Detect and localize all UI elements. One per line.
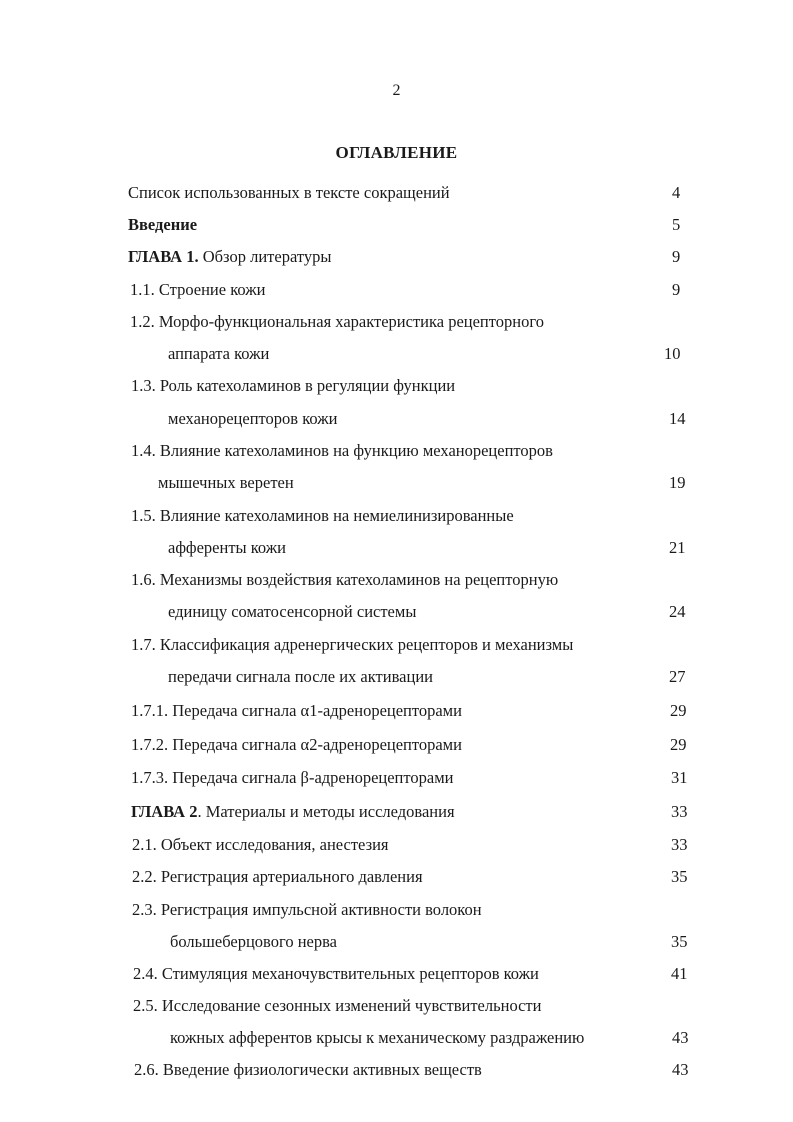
chapter-label: ГЛАВА 1.	[128, 247, 199, 266]
toc-page: 10	[664, 344, 681, 363]
toc-entry-abbreviations: Список использованных в тексте сокращений	[128, 183, 450, 202]
toc-page: 9	[672, 247, 681, 266]
toc-entry-continuation: передачи сигнала после их активации	[168, 667, 433, 686]
toc-entry: 2.3. Регистрация импульсной активности волокон	[132, 900, 482, 919]
toc-entry: 1.6. Механизмы воздействия катехоламинов на рецепторную	[131, 570, 559, 589]
toc-entry-continuation: мышечных веретен	[158, 473, 294, 492]
toc-entry: 2.4. Стимуляция механочувствительных рецепторов кожи	[133, 964, 539, 983]
toc-page: 27	[669, 667, 686, 686]
toc-page: 24	[669, 602, 686, 621]
toc-page: 4	[672, 183, 681, 202]
toc-entry: 2.6. Введение физиологически активных веществ	[134, 1060, 482, 1079]
chapter-label: ГЛАВА 2	[131, 802, 198, 821]
toc-entry-continuation: механорецепторов кожи	[168, 409, 338, 428]
toc-entry-continuation: аппарата кожи	[168, 344, 270, 363]
toc-entry: 1.7.3. Передача сигнала β-адренорецепторами	[131, 768, 454, 787]
toc-entry: 2.5. Исследование сезонных изменений чувствительности	[133, 996, 542, 1015]
toc-page: 35	[671, 867, 688, 886]
toc-page: 43	[672, 1028, 689, 1047]
toc-page: 29	[670, 701, 687, 720]
toc-page: 33	[671, 835, 688, 854]
toc-entry-continuation: афференты кожи	[168, 538, 287, 557]
toc-entry: 1.7.2. Передача сигнала α2-адренорецепторами	[131, 735, 462, 754]
toc-entry: 1.2. Морфо-функциональная характеристика рецепторного	[130, 312, 544, 331]
toc-entry-introduction: Введение	[128, 215, 198, 234]
toc-entry: 1.5. Влияние катехоламинов на немиелинизированные	[131, 506, 514, 525]
toc-entry-chapter-2	[131, 802, 455, 822]
toc-page: 9	[672, 280, 681, 299]
toc-entry: 2.1. Объект исследования, анестезия	[132, 835, 389, 854]
toc-entry: 1.3. Роль катехоламинов в регуляции функции	[131, 376, 456, 395]
toc-page: 14	[669, 409, 686, 428]
toc-entry-continuation: единицу соматосенсорной системы	[168, 602, 417, 621]
toc-entry: 2.2. Регистрация артериального давления	[132, 867, 423, 886]
page-number: 2	[392, 82, 401, 99]
toc-entry-chapter-1	[128, 247, 331, 267]
toc-entry: 1.7.1. Передача сигнала α1-адренорецепторами	[131, 701, 462, 720]
page-title: ОГЛАВЛЕНИЕ	[335, 143, 458, 162]
chapter-title: Обзор литературы	[198, 247, 332, 266]
toc-page: 19	[669, 473, 686, 492]
toc-page: 21	[669, 538, 686, 557]
toc-page: 31	[671, 768, 688, 787]
toc-page: 35	[671, 932, 688, 951]
toc-page: 29	[670, 735, 687, 754]
chapter-title: . Материалы и методы исследования	[197, 802, 455, 821]
toc-entry-continuation: большеберцового нерва	[170, 932, 338, 951]
toc-entry: 1.4. Влияние катехоламинов на функцию механорецепторов	[131, 441, 553, 460]
toc-entry: 1.1. Строение кожи	[130, 280, 266, 299]
toc-page: 43	[672, 1060, 689, 1079]
toc-entry: 1.7. Классификация адренергических рецепторов и механизмы	[131, 635, 574, 654]
toc-page: 5	[672, 215, 681, 234]
toc-page: 33	[671, 802, 688, 821]
toc-page: 41	[671, 964, 688, 983]
toc-entry-continuation: кожных афферентов крысы к механическому раздражению	[170, 1028, 585, 1047]
